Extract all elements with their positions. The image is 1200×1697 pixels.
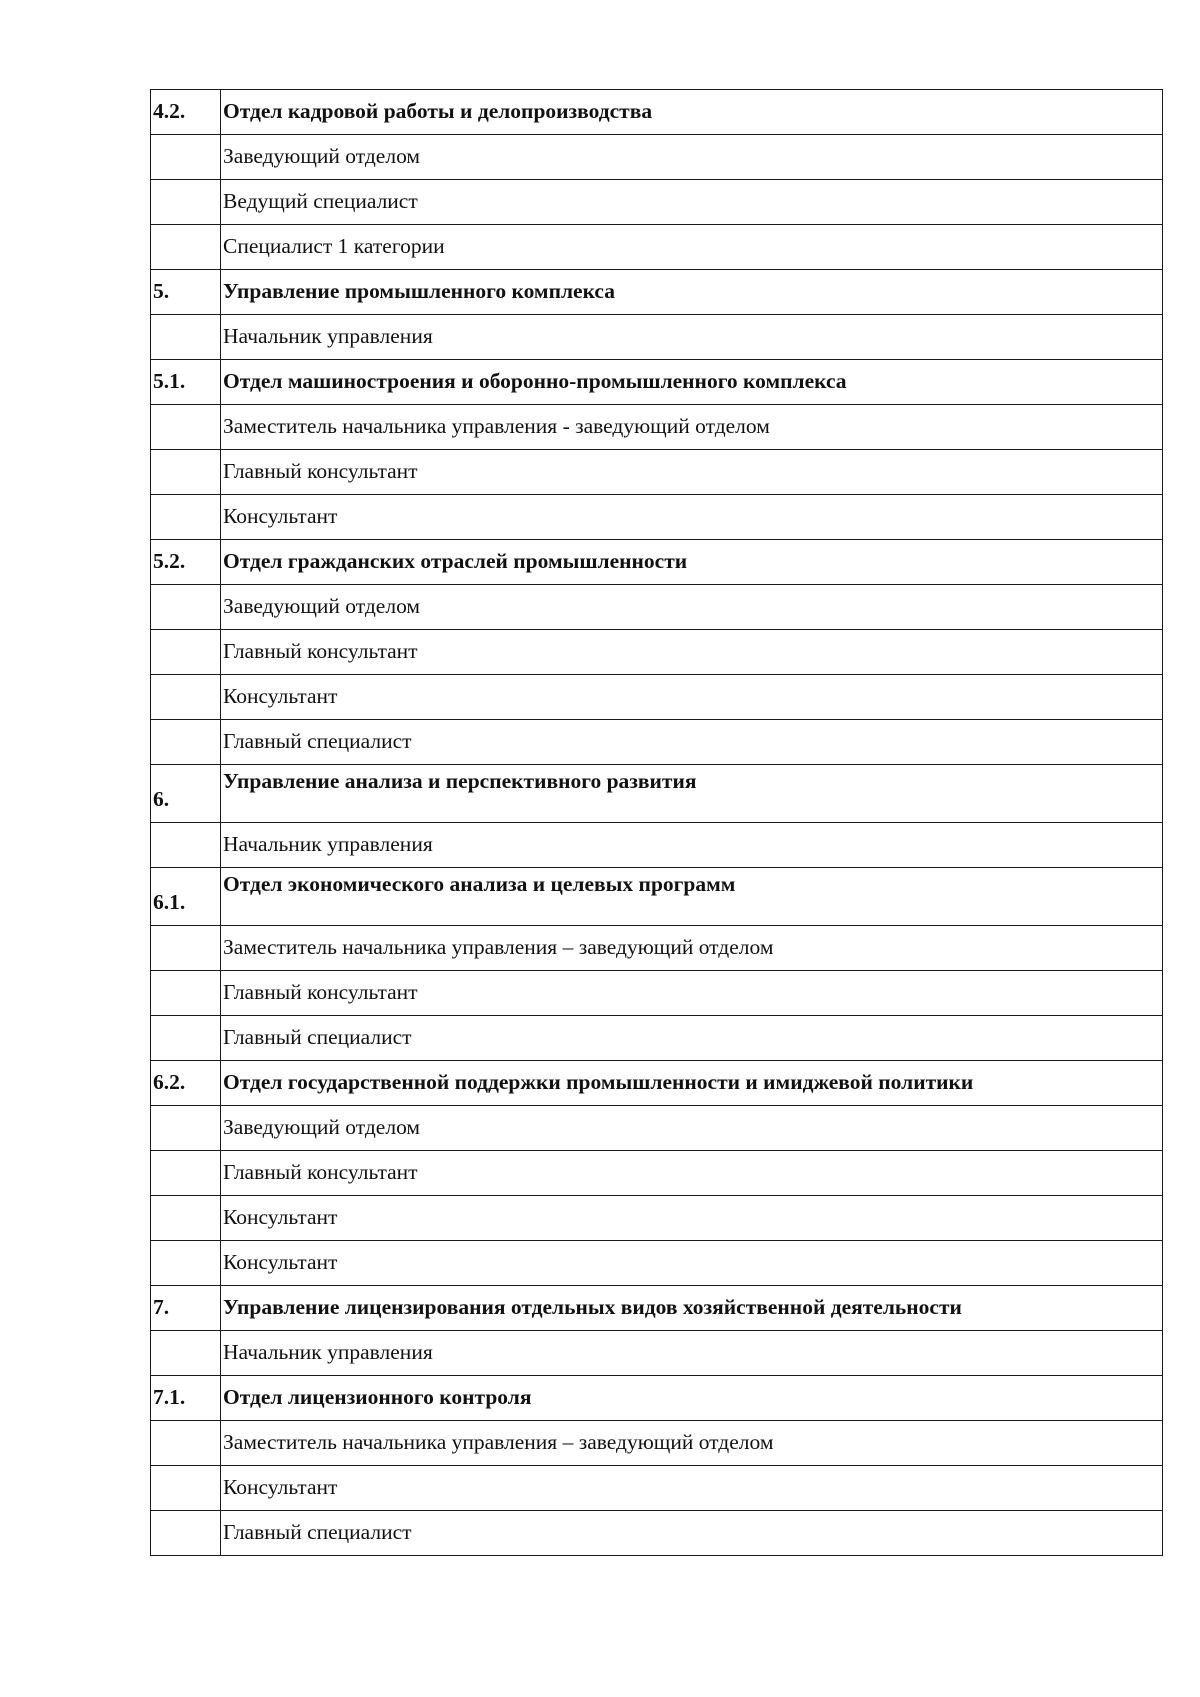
position-title: Главный консультант xyxy=(221,1151,1163,1196)
section-title: Отдел кадровой работы и делопроизводства xyxy=(221,90,1163,135)
position-title: Начальник управления xyxy=(221,823,1163,868)
position-row xyxy=(151,180,1163,225)
row-number xyxy=(151,135,221,180)
staff-table xyxy=(150,89,1163,1556)
row-number xyxy=(151,1241,221,1286)
position-title: Заместитель начальника управления – заведующий отделом xyxy=(221,926,1163,971)
position-row xyxy=(151,675,1163,720)
row-number xyxy=(151,630,221,675)
position-row xyxy=(151,405,1163,450)
position-title: Главный специалист xyxy=(221,1511,1163,1556)
position-row xyxy=(151,495,1163,540)
row-number: 7.1. xyxy=(151,1376,221,1421)
row-number xyxy=(151,675,221,720)
row-number xyxy=(151,405,221,450)
position-title: Начальник управления xyxy=(221,315,1163,360)
section-row xyxy=(151,90,1163,135)
position-row xyxy=(151,1511,1163,1556)
row-number xyxy=(151,1511,221,1556)
row-number xyxy=(151,225,221,270)
position-row xyxy=(151,1466,1163,1511)
section-title: Управление анализа и перспективного развития xyxy=(221,765,1163,823)
position-row xyxy=(151,315,1163,360)
position-title: Консультант xyxy=(221,495,1163,540)
row-number: 6.2. xyxy=(151,1061,221,1106)
row-number xyxy=(151,495,221,540)
position-title: Заместитель начальника управления - заведующий отделом xyxy=(221,405,1163,450)
position-title: Главный консультант xyxy=(221,630,1163,675)
row-number: 4.2. xyxy=(151,90,221,135)
section-row xyxy=(151,1061,1163,1106)
row-number xyxy=(151,823,221,868)
position-title: Специалист 1 категории xyxy=(221,225,1163,270)
row-number xyxy=(151,1151,221,1196)
position-row xyxy=(151,135,1163,180)
staff-table-body xyxy=(151,90,1163,1556)
position-title: Заведующий отделом xyxy=(221,585,1163,630)
section-row xyxy=(151,270,1163,315)
row-number: 6.1. xyxy=(151,868,221,926)
position-title: Заведующий отделом xyxy=(221,1106,1163,1151)
row-number xyxy=(151,1466,221,1511)
section-row xyxy=(151,1376,1163,1421)
position-title: Начальник управления xyxy=(221,1331,1163,1376)
section-title: Отдел экономического анализа и целевых программ xyxy=(221,868,1163,926)
row-number xyxy=(151,926,221,971)
row-number xyxy=(151,1421,221,1466)
row-number xyxy=(151,585,221,630)
position-row xyxy=(151,585,1163,630)
position-row xyxy=(151,1106,1163,1151)
position-row xyxy=(151,225,1163,270)
section-title: Отдел гражданских отраслей промышленности xyxy=(221,540,1163,585)
position-title: Заведующий отделом xyxy=(221,135,1163,180)
row-number: 6. xyxy=(151,765,221,823)
section-row xyxy=(151,868,1163,926)
row-number xyxy=(151,1196,221,1241)
position-row xyxy=(151,630,1163,675)
position-title: Главный консультант xyxy=(221,971,1163,1016)
position-title: Консультант xyxy=(221,1196,1163,1241)
position-row xyxy=(151,450,1163,495)
row-number: 7. xyxy=(151,1286,221,1331)
position-title: Консультант xyxy=(221,1241,1163,1286)
position-title: Ведущий специалист xyxy=(221,180,1163,225)
row-number xyxy=(151,720,221,765)
section-title: Отдел лицензионного контроля xyxy=(221,1376,1163,1421)
position-title: Консультант xyxy=(221,1466,1163,1511)
row-number xyxy=(151,1016,221,1061)
section-title: Управление лицензирования отдельных видов хозяйственной деятельности xyxy=(221,1286,1163,1331)
position-title: Главный специалист xyxy=(221,720,1163,765)
section-row xyxy=(151,765,1163,823)
position-title: Заместитель начальника управления – заведующий отделом xyxy=(221,1421,1163,1466)
section-row xyxy=(151,540,1163,585)
row-number: 5.1. xyxy=(151,360,221,405)
position-row xyxy=(151,971,1163,1016)
section-row xyxy=(151,360,1163,405)
row-number xyxy=(151,315,221,360)
row-number: 5.2. xyxy=(151,540,221,585)
position-row xyxy=(151,926,1163,971)
row-number: 5. xyxy=(151,270,221,315)
position-row xyxy=(151,1421,1163,1466)
section-row xyxy=(151,1286,1163,1331)
position-row xyxy=(151,1331,1163,1376)
position-row xyxy=(151,720,1163,765)
position-title: Главный консультант xyxy=(221,450,1163,495)
row-number xyxy=(151,1331,221,1376)
section-title: Отдел машиностроения и оборонно-промышленного комплекса xyxy=(221,360,1163,405)
position-row xyxy=(151,1241,1163,1286)
position-row xyxy=(151,1151,1163,1196)
position-row xyxy=(151,1016,1163,1061)
position-title: Главный специалист xyxy=(221,1016,1163,1061)
position-row xyxy=(151,823,1163,868)
row-number xyxy=(151,1106,221,1151)
row-number xyxy=(151,971,221,1016)
position-title: Консультант xyxy=(221,675,1163,720)
row-number xyxy=(151,180,221,225)
section-title: Отдел государственной поддержки промышленности и имиджевой политики xyxy=(221,1061,1163,1106)
section-title: Управление промышленного комплекса xyxy=(221,270,1163,315)
position-row xyxy=(151,1196,1163,1241)
row-number xyxy=(151,450,221,495)
